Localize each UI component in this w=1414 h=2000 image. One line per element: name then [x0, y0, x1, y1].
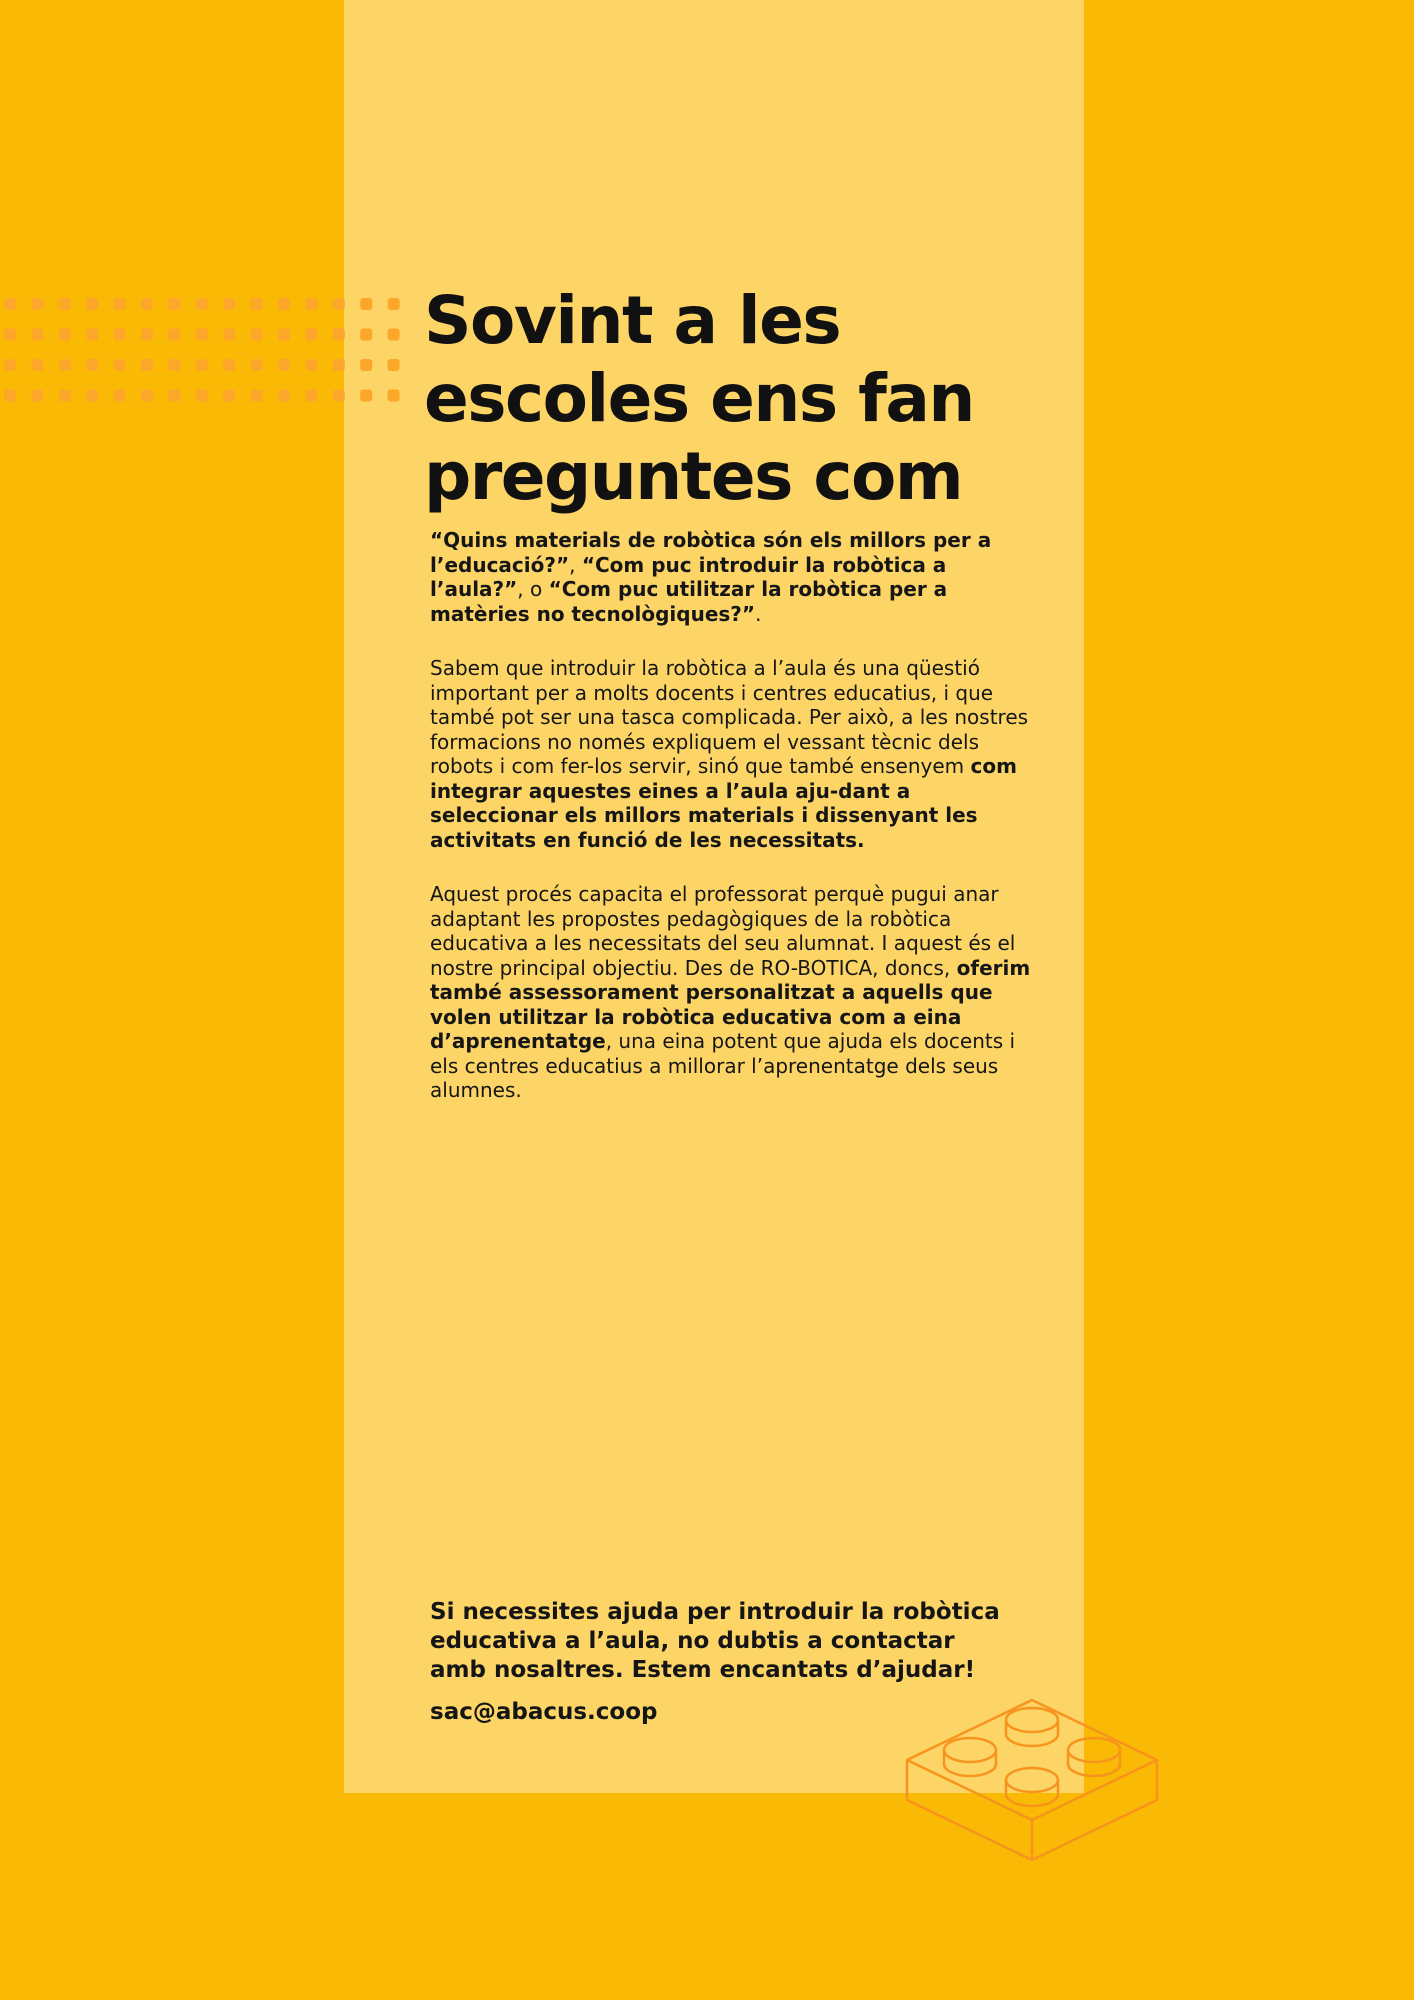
dot — [59, 390, 71, 402]
dot — [251, 329, 263, 341]
dot — [114, 329, 126, 341]
cta-line-3: amb nosaltres. Estem encantats d’ajudar! — [430, 1657, 976, 1683]
dot — [168, 329, 180, 341]
dot — [86, 329, 98, 341]
paragraph-intro — [430, 656, 1040, 852]
dot — [196, 359, 208, 371]
contact-email-link[interactable]: sac@abacus.coop — [430, 1699, 658, 1725]
headline-line-2: escoles ens fan — [424, 360, 974, 437]
dot — [360, 329, 372, 341]
dot — [4, 359, 16, 371]
paragraph-objective — [430, 882, 1040, 1103]
dot — [278, 329, 290, 341]
dot — [278, 359, 290, 371]
dot — [31, 359, 43, 371]
dot — [360, 390, 372, 402]
dot — [196, 298, 208, 310]
dot — [251, 390, 263, 402]
dot — [59, 329, 71, 341]
dot — [4, 390, 16, 402]
dot — [333, 298, 345, 310]
dot — [86, 390, 98, 402]
question-3: “Com puc utilitzar la robòtica per a matèries no tecnològiques?” — [430, 577, 948, 626]
dot — [251, 359, 263, 371]
call-to-action — [430, 1598, 1050, 1685]
dot — [141, 359, 153, 371]
paragraph-intro-text: Sabem que introduir la robòtica a l’aula és una qüestió important per a molts docents i centres educatius, i que també pot ser una tasca complicada. Per això, a les nostres formacions no només expliquem el vessant tècnic dels robots i com fer-los servir, sinó que també ensenyem — [430, 656, 1029, 778]
paragraph-objective-tail: , una eina potent que ajuda els docents i els centres educatius a millorar l’aprenentatge dels seus alumnes. — [430, 1029, 1016, 1102]
dot — [141, 298, 153, 310]
dot — [59, 359, 71, 371]
dot — [223, 298, 235, 310]
dot — [4, 329, 16, 341]
dot — [168, 359, 180, 371]
dot — [278, 298, 290, 310]
dot — [333, 329, 345, 341]
brick-stud — [944, 1738, 996, 1776]
question-end: . — [755, 601, 762, 626]
dot — [305, 329, 317, 341]
dot — [251, 298, 263, 310]
dot — [388, 329, 400, 341]
dot — [141, 390, 153, 402]
dot — [31, 298, 43, 310]
paragraph-intro-emphasis: com integrar aquestes eines a l’aula aju-dant a seleccionar els millors materials i dissenyant les activitats en funció de les necessitats. — [430, 754, 1017, 852]
dot — [4, 298, 16, 310]
dot — [114, 298, 126, 310]
dot — [305, 390, 317, 402]
brick-stud — [1006, 1708, 1058, 1746]
dot — [223, 359, 235, 371]
dot — [360, 298, 372, 310]
body-text — [430, 528, 1040, 1103]
page-headline — [424, 282, 1044, 516]
dot — [388, 390, 400, 402]
lego-brick-outline-icon — [900, 1682, 1165, 1892]
question-2: “Com puc introduir la robòtica a l’aula?” — [430, 552, 947, 601]
dot — [305, 298, 317, 310]
cta-line-1: Si necessites ajuda per introduir la robòtica — [430, 1599, 1000, 1625]
brick-stud — [1006, 1768, 1058, 1806]
dot-grid-decoration — [0, 295, 410, 415]
dot — [86, 359, 98, 371]
paragraph-objective-text: Aquest procés capacita el professorat perquè pugui anar adaptant les propostes pedagògiques de la robòtica educativa a les necessitats del seu alumnat. I aquest és el nostre principal objectiu. Des de RO-BOTICA, doncs, — [430, 882, 1016, 980]
questions-paragraph — [430, 528, 1040, 626]
dot — [223, 390, 235, 402]
dot — [31, 390, 43, 402]
dot — [114, 359, 126, 371]
cta-line-2: educativa a l’aula, no dubtis a contactar — [430, 1628, 955, 1654]
dot — [333, 390, 345, 402]
dot — [278, 390, 290, 402]
dot — [223, 329, 235, 341]
dot — [59, 298, 71, 310]
dot — [168, 390, 180, 402]
dot — [360, 359, 372, 371]
headline-line-1: Sovint a les — [424, 282, 841, 359]
dot — [86, 298, 98, 310]
paragraph-objective-emphasis: oferim també assessorament personalitzat a aquells que volen utilitzar la robòtica educativa com a eina d’aprenentatge — [430, 955, 1031, 1053]
question-separator-1: , — [569, 552, 582, 577]
dot — [388, 359, 400, 371]
dot — [388, 298, 400, 310]
dot — [196, 329, 208, 341]
headline-line-3: preguntes com — [424, 438, 963, 515]
question-1: “Quins materials de robòtica són els millors per a l’educació?” — [430, 528, 992, 577]
dot — [196, 390, 208, 402]
dot — [114, 390, 126, 402]
question-separator-2: , o — [517, 577, 549, 601]
dot — [31, 329, 43, 341]
dot — [305, 359, 317, 371]
brick-stud — [1068, 1738, 1120, 1776]
dot — [333, 359, 345, 371]
dot — [168, 298, 180, 310]
dot — [141, 329, 153, 341]
